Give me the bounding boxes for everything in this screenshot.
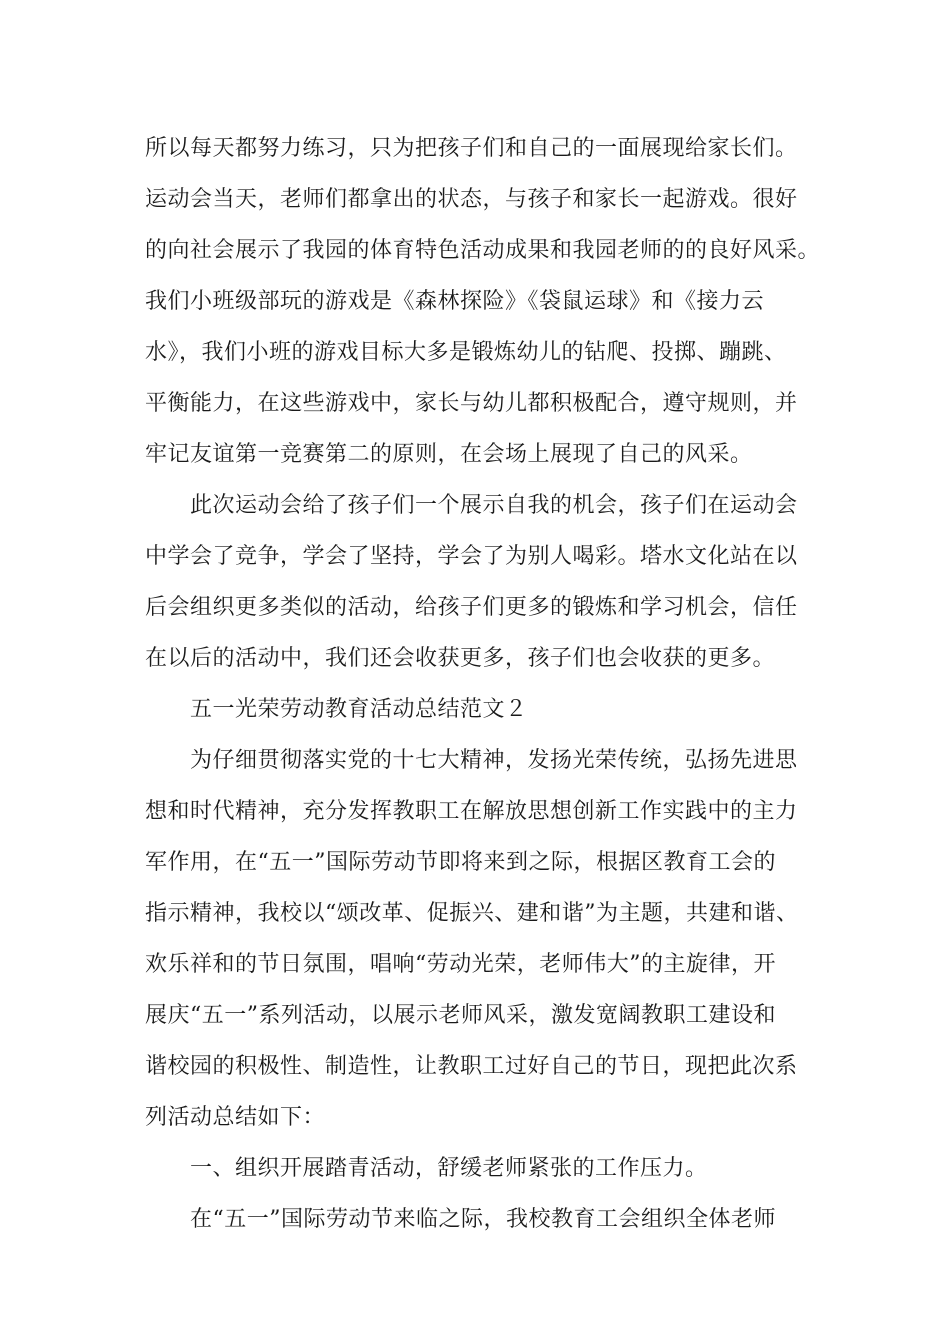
text-line: 谐校园的积极性、制造性，让教职工过好自己的节日，现把此次系 (145, 1054, 798, 1079)
paragraph-first-line: 此次运动会给了孩子们一个展示自我的机会，孩子们在运动会 (190, 493, 798, 518)
text-line: 牢记友谊第一竞赛第二的原则，在会场上展现了自己的风采。 (145, 442, 753, 467)
text-line: 展庆“五一”系列活动，以展示老师风采，激发宽阔教职工建设和 (145, 1003, 776, 1028)
text-line: 后会组织更多类似的活动，给孩子们更多的锻炼和学习机会，信任 (145, 595, 798, 620)
text-line: 运动会当天，老师们都拿出的状态，与孩子和家长一起游戏。很好 (145, 187, 798, 212)
text-line: 水》，我们小班的游戏目标大多是锻炼幼儿的钻爬、投掷、蹦跳、 (145, 340, 787, 365)
text-line: 的向社会展示了我园的体育特色活动成果和我园老师的的良好风采。 (145, 238, 821, 263)
paragraph-first-line: 在“五一”国际劳动节来临之际，我校教育工会组织全体老师 (190, 1207, 776, 1232)
text-line: 军作用，在“五一”国际劳动节即将来到之际，根据区教育工会的 (145, 850, 776, 875)
text-line: 所以每天都努力练习，只为把孩子们和自己的一面展现给家长们。 (145, 136, 798, 161)
text-line: 想和时代精神，充分发挥教职工在解放思想创新工作实践中的主力 (145, 799, 798, 824)
paragraph-first-line: 为仔细贯彻落实党的十七大精神，发扬光荣传统，弘扬先进思 (190, 748, 798, 773)
subheading: 一、组织开展踏青活动，舒缓老师紧张的工作压力。 (190, 1156, 708, 1181)
section-title: 五一光荣劳动教育活动总结范文２ (190, 697, 528, 722)
text-line: 欢乐祥和的节日氛围，唱响“劳动光荣，老师伟大”的主旋律，开 (145, 952, 776, 977)
text-line: 指示精神，我校以“颂改革、促振兴、建和谐”为主题，共建和谐、 (145, 901, 799, 926)
text-line: 平衡能力，在这些游戏中，家长与幼儿都积极配合，遵守规则，并 (145, 391, 798, 416)
text-line: 中学会了竞争，学会了坚持，学会了为别人喝彩。塔水文化站在以 (145, 544, 798, 569)
text-line: 列活动总结如下： (145, 1105, 326, 1130)
text-line: 在以后的活动中，我们还会收获更多，孩子们也会收获的更多。 (145, 646, 776, 671)
text-line: 我们小班级部玩的游戏是《森林探险》《袋鼠运球》和《接力云 (145, 289, 765, 314)
